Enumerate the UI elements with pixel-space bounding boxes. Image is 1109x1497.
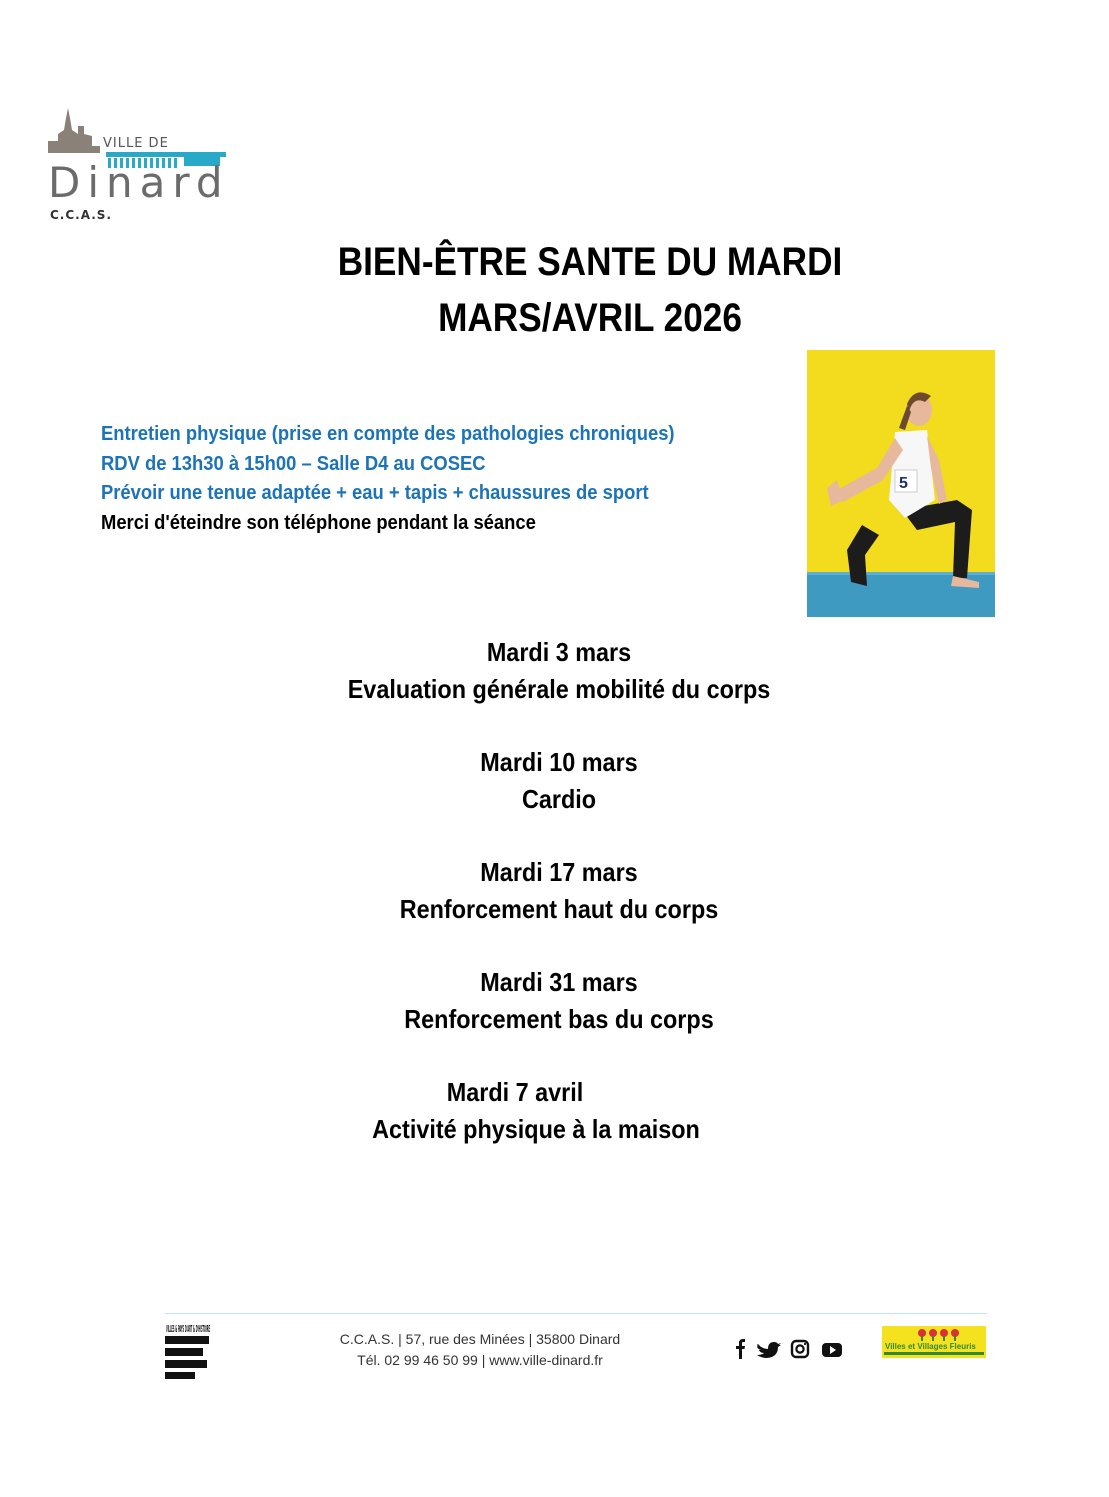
villes-villages-fleuris-logo — [882, 1326, 986, 1358]
schedule-activity: Evaluation générale mobilité du corps — [347, 674, 771, 704]
page-subtitle: MARS/AVRIL 2026 — [438, 296, 742, 340]
schedule-date: Mardi 10 mars — [480, 747, 638, 777]
schedule-activity: Renforcement haut du corps — [399, 894, 719, 924]
woman-stretching-image — [807, 350, 995, 617]
ville-de-dinard-logo — [48, 108, 233, 228]
info-line-2: RDV de 13h30 à 15h00 – Salle D4 au COSEC — [101, 453, 486, 475]
logo-dinard: Dinard — [48, 158, 230, 207]
schedule-date: Mardi 7 avril — [446, 1077, 584, 1107]
schedule-activity: Activité physique à la maison — [372, 1114, 700, 1144]
footer-contact[interactable]: Tél. 02 99 46 50 99 | www.ville-dinard.fr — [357, 1352, 603, 1368]
footer-divider — [165, 1313, 987, 1314]
social-icons — [730, 1337, 845, 1361]
villes-pays-art-histoire-logo — [165, 1320, 211, 1380]
footer-address: C.C.A.S. | 57, rue des Minées | 35800 Dinard — [339, 1331, 621, 1347]
facebook-icon[interactable] — [736, 1339, 745, 1359]
schedule-date: Mardi 3 mars — [486, 637, 632, 667]
instagram-icon[interactable] — [792, 1341, 808, 1357]
vvf-label: Villes et Villages Fleuris — [885, 1342, 976, 1351]
page-title: BIEN-ÊTRE SANTE DU MARDI — [337, 240, 843, 284]
logo-ville-de: VILLE DE — [103, 136, 169, 151]
schedule-activity: Renforcement bas du corps — [404, 1004, 714, 1034]
vpah-label: VILLES & PAYS D'ART & D'HISTOIRE — [166, 1324, 211, 1335]
schedule-date: Mardi 17 mars — [480, 857, 638, 887]
yoga-photo — [807, 350, 995, 617]
info-line-1: Entretien physique (prise en compte des pathologies chroniques) — [101, 423, 675, 445]
schedule-activity: Cardio — [521, 784, 597, 814]
twitter-icon[interactable] — [757, 1342, 781, 1358]
logo-ccas: C.C.A.S. — [50, 208, 112, 222]
youtube-icon[interactable] — [822, 1343, 842, 1357]
schedule-date: Mardi 31 mars — [480, 967, 638, 997]
info-line-3: Prévoir une tenue adaptée + eau + tapis + chaussures de sport — [101, 482, 649, 504]
bib-number: 5 — [899, 475, 908, 492]
info-line-4: Merci d'éteindre son téléphone pendant la séance — [101, 512, 536, 534]
